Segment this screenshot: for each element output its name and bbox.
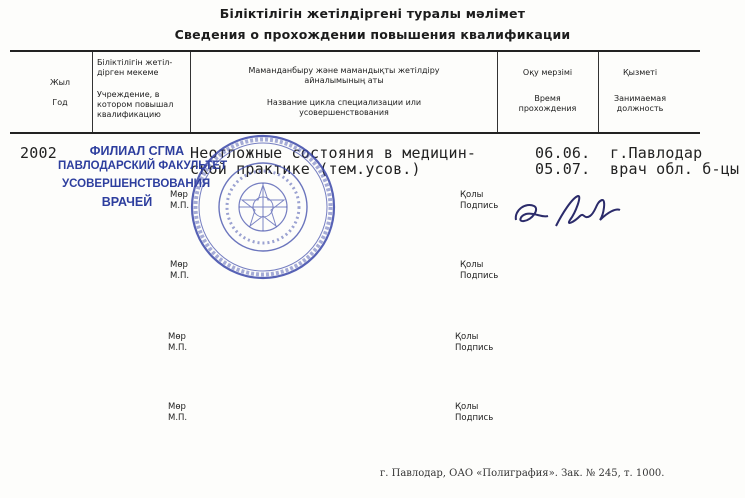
- table-top-rule: [10, 50, 700, 52]
- col-position-ru: Занимаемая должность: [613, 94, 667, 113]
- entry-date-start: 06.06.: [535, 144, 591, 162]
- seal-label-block-1: Мөр М.П.: [170, 190, 190, 211]
- title-kz: Біліктілігін жетілдіргені туралы мәлімет: [219, 6, 526, 21]
- entry-course-line1: Неотложные состояния в медицин-: [190, 144, 477, 162]
- seal-label-block-4: Мөр М.П.: [168, 402, 188, 423]
- title-ru: Сведения о прохождении повышения квалификации: [174, 27, 571, 42]
- stamp-line-1: ФИЛИАЛ СГМА: [89, 144, 185, 158]
- col-institution-ru: Учреждение, в котором повышал квалификацию: [97, 90, 174, 119]
- entry-position-line1: г.Павлодар: [610, 144, 703, 162]
- stamp-line-4: ВРАЧЕЙ: [101, 195, 153, 209]
- signature-label-block-1: Қолы Подпись: [460, 190, 499, 211]
- column-divider: [598, 52, 599, 132]
- col-position-kz: Қызметі: [622, 68, 658, 77]
- entry-position-line2: врач обл. б-цы: [610, 160, 740, 178]
- stamp-line-3: УСОВЕРШЕНСТВОВАНИЯ: [62, 178, 211, 190]
- col-year-kz: Жыл: [49, 78, 71, 87]
- col-course-ru: Название цикла специализации или усовершенствования: [266, 98, 422, 117]
- print-footer: г. Павлодар, ОАО «Полиграфия». Зак. № 245, т. 1000.: [380, 468, 665, 479]
- col-year-ru: Год: [52, 98, 68, 107]
- signature-label-block-2: Қолы Подпись: [460, 260, 499, 281]
- table-bottom-rule: [10, 132, 700, 134]
- entry-course-line2: ской практике (тем.усов.): [190, 160, 421, 178]
- seal-label-block-2: Мөр М.П.: [170, 260, 190, 281]
- col-course-kz: Маманданбыру және мамандықты жетілдіру айналымының аты: [248, 66, 440, 85]
- signature-label-block-3: Қолы Подпись: [455, 332, 494, 353]
- seal-label-block-3: Мөр М.П.: [168, 332, 188, 353]
- round-seal: [188, 132, 338, 282]
- entry-year: 2002: [20, 144, 57, 162]
- column-divider: [92, 52, 93, 132]
- col-period-ru: Время прохождения: [518, 94, 577, 113]
- col-period-kz: Оқу мерзімі: [522, 68, 573, 77]
- column-divider: [190, 52, 191, 132]
- signature-label-block-4: Қолы Подпись: [455, 402, 494, 423]
- handwritten-signature: [512, 192, 624, 232]
- stamp-line-2: ПАВЛОДАРСКИЙ ФАКУЛЬТЕТ: [58, 160, 228, 172]
- col-institution-kz: Біліктілігін жетіл- дірген мекеме: [97, 58, 173, 77]
- column-divider: [497, 52, 498, 132]
- entry-date-end: 05.07.: [535, 160, 591, 178]
